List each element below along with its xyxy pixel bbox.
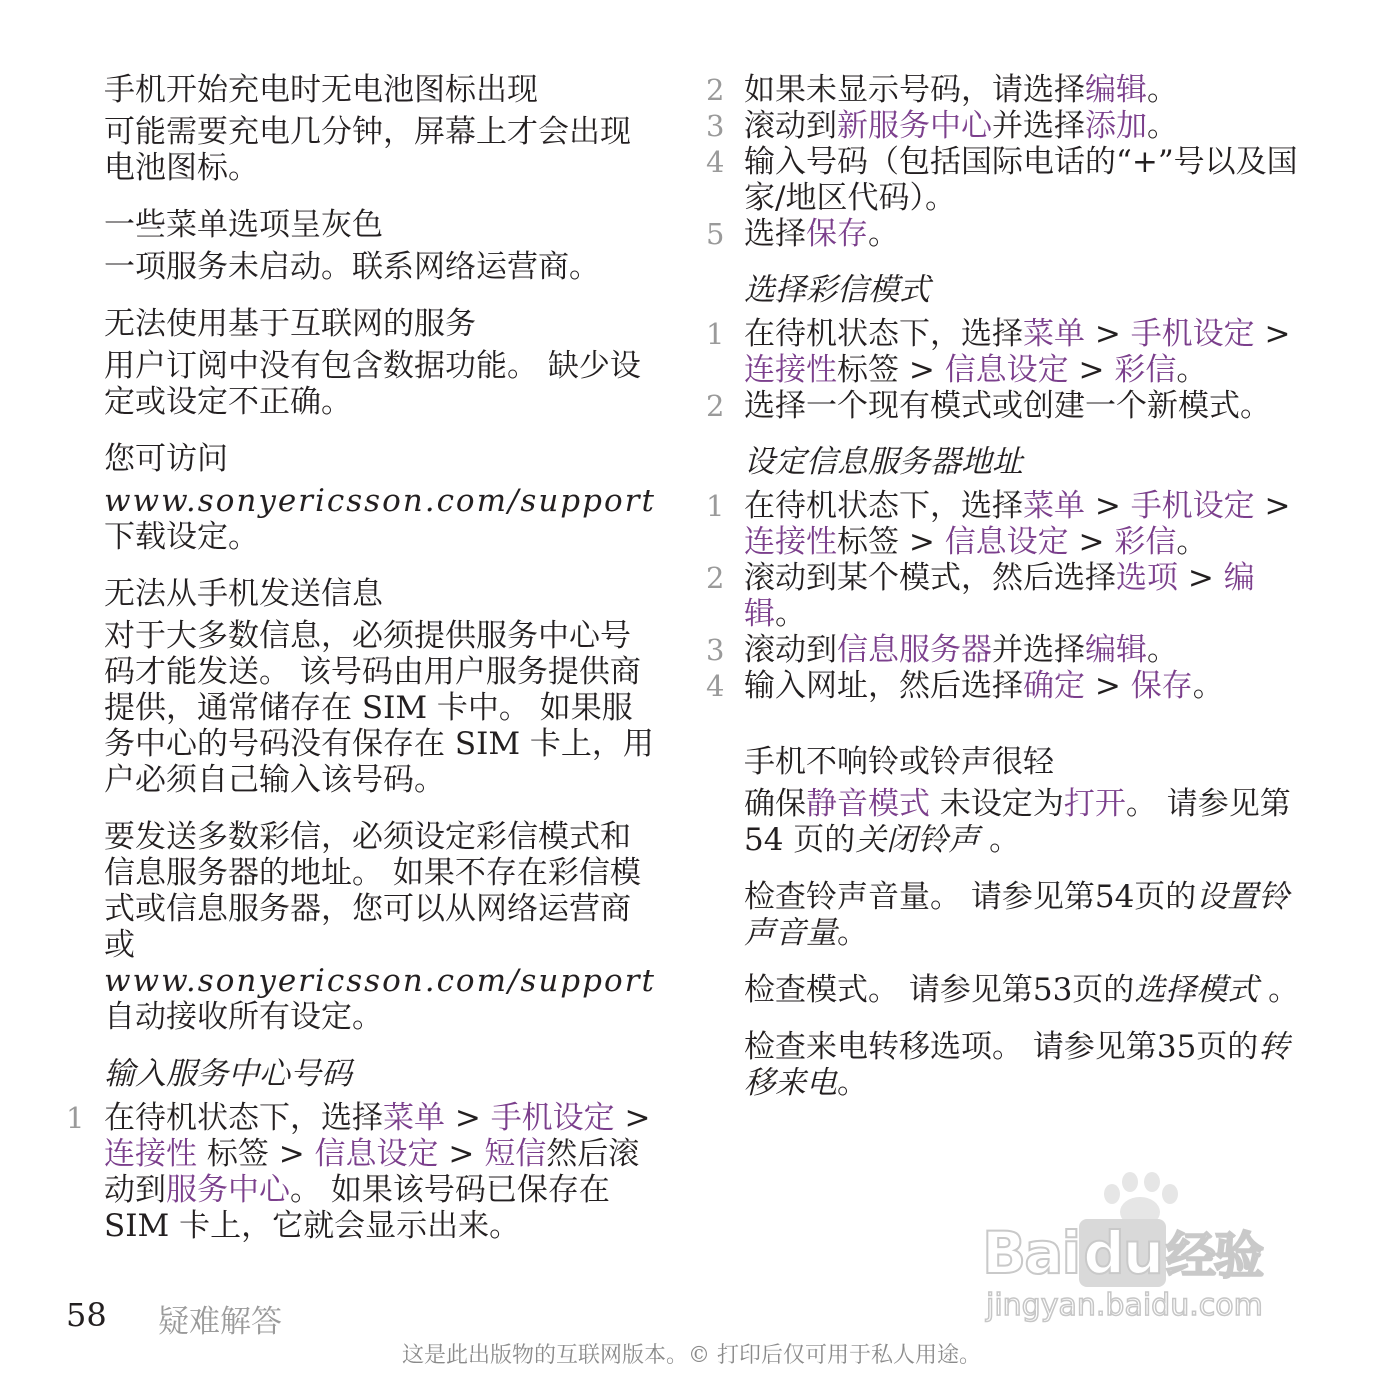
copyright-notice: 这是此出版物的互联网版本。© 打印后仅可用于私人用途。	[402, 1343, 981, 1368]
step-number: 3	[706, 109, 725, 143]
menu-link: 服务中心	[166, 1172, 290, 1208]
procedure-list	[706, 72, 1304, 252]
menu-link: 手机设定	[1130, 316, 1255, 352]
menu-link: 确定	[1023, 668, 1085, 704]
section-body: 检查铃声音量。 请参见第54页的设置铃声音量。	[744, 879, 1290, 951]
menu-link: 添加	[1085, 108, 1147, 144]
step-number: 1	[66, 1101, 85, 1135]
step-number: 2	[706, 389, 725, 423]
paragraph: www.sonyericsson.com/support 下载设定。	[104, 483, 656, 555]
procedure-list	[706, 488, 1304, 704]
section-body: 确保静音模式 未设定为打开。 请参见第 54 页的关闭铃声 。	[744, 786, 1291, 858]
right-column	[706, 72, 1304, 1122]
procedure-title: 选择彩信模式	[744, 272, 930, 308]
cross-reference: 转移来电	[744, 1029, 1290, 1101]
section-title: 手机开始充电时无电池图标出现	[104, 72, 538, 108]
section-title: 一些菜单选项呈灰色	[104, 207, 383, 243]
section-title: 无法使用基于互联网的服务	[104, 306, 476, 342]
menu-link: 菜单	[383, 1100, 445, 1136]
baidu-logo: Baidu经验	[982, 1219, 1263, 1287]
menu-link: 菜单	[1023, 316, 1085, 352]
list-item: 2 如果未显示号码，请选择编辑。	[706, 72, 1178, 108]
menu-link: 保存	[1130, 668, 1193, 704]
support-url[interactable]: www.sonyericsson.com/support	[104, 483, 656, 519]
menu-link: 编辑	[1085, 72, 1147, 108]
menu-link: 信息设定	[944, 352, 1069, 388]
list-item: 4 输入号码（包括国际电话的“+”号以及国家/地区代码）。	[706, 144, 1298, 216]
cross-reference: 选择模式	[1134, 972, 1259, 1008]
list-item: 5 选择保存。	[706, 216, 899, 252]
left-column	[66, 72, 660, 1264]
cross-reference: 关闭铃声	[855, 822, 980, 858]
menu-link: 手机设定	[490, 1100, 615, 1136]
step-number: 2	[706, 561, 725, 595]
section-body: 一项服务未启动。联系网络运营商。	[104, 249, 600, 285]
menu-link: 菜单	[1023, 488, 1085, 524]
menu-link: 彩信	[1114, 524, 1177, 560]
procedure-list	[66, 1100, 660, 1244]
support-url[interactable]: www.sonyericsson.com/support	[104, 963, 656, 999]
menu-link: 信息服务器	[837, 632, 992, 668]
menu-link: 编辑	[744, 560, 1255, 632]
menu-link: 选项	[1116, 560, 1178, 596]
list-item: 3 滚动到信息服务器并选择编辑。	[706, 632, 1178, 668]
menu-link: 连接性	[744, 352, 837, 388]
step-number: 4	[706, 669, 725, 703]
procedure-list	[706, 316, 1304, 424]
menu-link: 编辑	[1085, 632, 1147, 668]
section-body: 对于大多数信息，必须提供服务中心号码才能发送。 该号码由用户服务提供商提供，通常储存在 SIM 卡中。 如果服务中心的号码没有保存在 SIM 卡上，用户必须自己输入该号码。	[104, 618, 654, 798]
list-item: 4 输入网址，然后选择确定 > 保存。	[706, 668, 1224, 704]
menu-link: 保存	[806, 216, 868, 252]
list-item: 1 在待机状态下，选择菜单 > 手机设定 > 连接性标签 > 信息设定 > 彩信。	[706, 488, 1291, 560]
section-title: 无法从手机发送信息	[104, 576, 383, 612]
menu-link: 彩信	[1114, 352, 1177, 388]
menu-link: 连接性	[744, 524, 837, 560]
menu-link: 信息设定	[944, 524, 1069, 560]
section-name: 疑难解答	[158, 1304, 282, 1340]
step-number: 2	[706, 73, 725, 107]
section-body: 用户订阅中没有包含数据功能。 缺少设定或设定不正确。	[104, 348, 641, 420]
step-number: 1	[706, 317, 725, 351]
step-number: 3	[706, 633, 725, 667]
list-item: 2 滚动到某个模式，然后选择选项 > 编辑。	[706, 560, 1255, 632]
step-number: 4	[706, 145, 725, 179]
step-number: 5	[706, 217, 725, 251]
list-item: 1 在待机状态下，选择菜单 > 手机设定 > 连接性 标签 > 信息设定 > 短信然后滚动到服务中心。 如果该号码已保存在 SIM 卡上，它就会显示出来。	[66, 1100, 651, 1244]
spacer	[744, 724, 1304, 744]
menu-link: 短信	[484, 1136, 547, 1172]
cross-reference: 设置铃声音量	[744, 879, 1290, 951]
baidu-watermark	[970, 1180, 1310, 1330]
procedure-title: 输入服务中心号码	[104, 1056, 352, 1092]
menu-link: 连接性	[104, 1136, 197, 1172]
section-body: 可能需要充电几分钟，屏幕上才会出现电池图标。	[104, 114, 631, 186]
menu-link: 打开	[1063, 786, 1126, 822]
step-number: 1	[706, 489, 725, 523]
watermark-url: jingyan.baidu.com	[986, 1288, 1263, 1323]
page-number: 58	[66, 1296, 107, 1334]
list-item: 3 滚动到新服务中心并选择添加。	[706, 108, 1178, 144]
menu-link: 手机设定	[1130, 488, 1255, 524]
section-body: 检查模式。 请参见第53页的选择模式 。	[744, 972, 1300, 1008]
section-body: 检查来电转移选项。 请参见第35页的转移来电。	[744, 1029, 1290, 1101]
menu-link: 新服务中心	[837, 108, 992, 144]
menu-link: 信息设定	[314, 1136, 439, 1172]
paragraph: 您可访问	[104, 441, 228, 477]
list-item: 2 选择一个现有模式或创建一个新模式。	[706, 388, 1271, 424]
procedure-title: 设定信息服务器地址	[744, 444, 1023, 480]
section-body: 要发送多数彩信，必须设定彩信模式和信息服务器的地址。 如果不存在彩信模式或信息服务器，您可以从网络运营商或 www.sonyericsson.com/support 自动接收所有设定。	[104, 819, 656, 1035]
list-item: 1 在待机状态下，选择菜单 > 手机设定 > 连接性标签 > 信息设定 > 彩信。	[706, 316, 1291, 388]
menu-link: 静音模式	[806, 786, 930, 822]
section-title: 手机不响铃或铃声很轻	[744, 744, 1054, 780]
